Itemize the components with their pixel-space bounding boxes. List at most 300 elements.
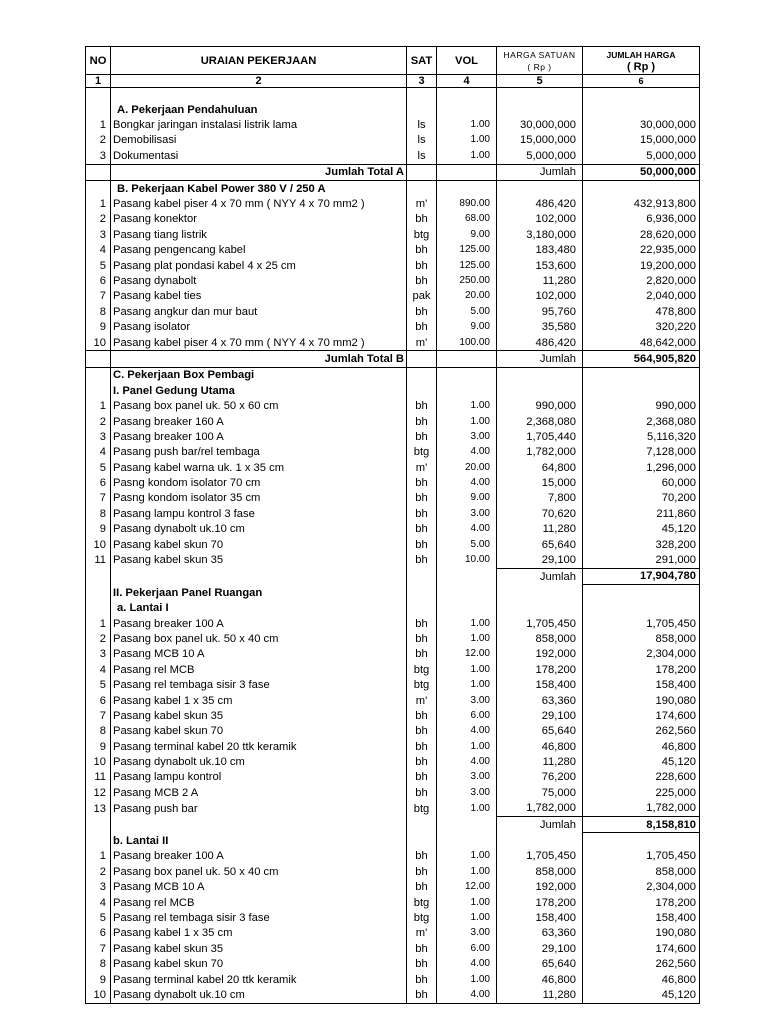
- row-unit-price: 990,000: [497, 398, 583, 413]
- row-number: 7: [86, 941, 111, 956]
- row-unit: bh: [407, 708, 437, 723]
- row-unit: bh: [407, 616, 437, 631]
- row-amount: 858,000: [583, 631, 700, 646]
- row-unit: bh: [407, 754, 437, 769]
- row-description: Pasang dynabolt uk.10 cm: [111, 987, 407, 1003]
- row-volume: 1.00: [437, 662, 497, 677]
- row-unit: bh: [407, 537, 437, 552]
- row-number: 4: [86, 662, 111, 677]
- row-unit-price: 11,280: [497, 754, 583, 769]
- row-number: 6: [86, 273, 111, 288]
- row-amount: 320,220: [583, 319, 700, 334]
- row-number: 13: [86, 801, 111, 817]
- row-description: Pasang rel tembaga sisir 3 fase: [111, 910, 407, 925]
- row-unit: bh: [407, 956, 437, 971]
- row-volume: 4.00: [437, 956, 497, 971]
- row-unit: bh: [407, 506, 437, 521]
- row-unit-price: 95,760: [497, 304, 583, 319]
- empty-cell: [407, 102, 437, 117]
- row-amount: 1,705,450: [583, 849, 700, 864]
- row-unit-price: 63,360: [497, 693, 583, 708]
- empty-cell: [437, 102, 497, 117]
- row-description: Pasang tiang listrik: [111, 227, 407, 242]
- row-amount: 158,400: [583, 677, 700, 692]
- row-unit-price: 178,200: [497, 895, 583, 910]
- row-number: 8: [86, 724, 111, 739]
- empty-cell: [407, 88, 437, 103]
- row-number: 5: [86, 258, 111, 273]
- spacer-row: [86, 88, 700, 103]
- empty-cell: [86, 88, 111, 103]
- row-amount: 2,040,000: [583, 289, 700, 304]
- row-amount: 19,200,000: [583, 258, 700, 273]
- table-row: [86, 662, 700, 677]
- row-unit: bh: [407, 849, 437, 864]
- row-number: 2: [86, 212, 111, 227]
- row-unit-price: 65,640: [497, 724, 583, 739]
- row-number: 3: [86, 880, 111, 895]
- table-row: [86, 770, 700, 785]
- row-unit-price: 15,000,000: [497, 133, 583, 148]
- row-number: 1: [86, 398, 111, 413]
- row-unit: bh: [407, 414, 437, 429]
- row-volume: 125.00: [437, 258, 497, 273]
- row-description: Pasang kabel ties: [111, 289, 407, 304]
- table-row: [86, 864, 700, 879]
- row-unit: btg: [407, 662, 437, 677]
- empty-cell: [111, 568, 407, 584]
- row-amount: 1,705,450: [583, 616, 700, 631]
- row-unit-price: 158,400: [497, 910, 583, 925]
- table-row: [86, 941, 700, 956]
- row-volume: 4.00: [437, 754, 497, 769]
- empty-cell: [437, 180, 497, 196]
- empty-cell: [437, 833, 497, 849]
- row-unit-price: 11,280: [497, 273, 583, 288]
- row-unit-price: 486,420: [497, 335, 583, 351]
- header-jumlah-harga: [583, 47, 700, 75]
- empty-cell: [407, 367, 437, 383]
- empty-cell: [583, 367, 700, 383]
- empty-cell: [497, 180, 583, 196]
- row-unit-price: 76,200: [497, 770, 583, 785]
- row-number: 8: [86, 956, 111, 971]
- table-row: [86, 647, 700, 662]
- row-volume: 20.00: [437, 460, 497, 475]
- row-number: 2: [86, 864, 111, 879]
- row-number: 3: [86, 429, 111, 444]
- row-unit-price: 153,600: [497, 258, 583, 273]
- row-unit-price: 5,000,000: [497, 148, 583, 164]
- empty-cell: [437, 816, 497, 832]
- header-harga-line1: HARGA SATUAN: [503, 49, 576, 60]
- header-harga-line2: ( Rp ): [527, 61, 552, 72]
- table-row: [86, 335, 700, 351]
- empty-cell: [497, 383, 583, 398]
- column-index: 6: [583, 75, 700, 88]
- total-row: [86, 351, 700, 367]
- row-number: 3: [86, 227, 111, 242]
- table-row: [86, 475, 700, 490]
- row-amount: 432,913,800: [583, 196, 700, 211]
- row-unit: bh: [407, 864, 437, 879]
- row-volume: 10.00: [437, 552, 497, 568]
- row-description: Pasang breaker 100 A: [111, 429, 407, 444]
- row-volume: 100.00: [437, 335, 497, 351]
- row-unit: bh: [407, 739, 437, 754]
- empty-cell: [407, 833, 437, 849]
- row-volume: 1.00: [437, 895, 497, 910]
- row-number: 1: [86, 616, 111, 631]
- row-number: 8: [86, 506, 111, 521]
- row-description: Pasang box panel uk. 50 x 60 cm: [111, 398, 407, 413]
- empty-cell: [437, 351, 497, 367]
- table-row: [86, 227, 700, 242]
- row-description: Pasang breaker 100 A: [111, 849, 407, 864]
- row-unit-price: 1,705,440: [497, 429, 583, 444]
- column-index: 4: [437, 75, 497, 88]
- row-description: Pasang rel MCB: [111, 895, 407, 910]
- empty-cell: [407, 568, 437, 584]
- row-amount: 1,782,000: [583, 801, 700, 817]
- table-row: [86, 212, 700, 227]
- table-row: [86, 926, 700, 941]
- row-amount: 262,560: [583, 724, 700, 739]
- row-unit-price: 29,100: [497, 941, 583, 956]
- row-volume: 12.00: [437, 647, 497, 662]
- row-number: [86, 180, 111, 196]
- row-description: Pasang breaker 160 A: [111, 414, 407, 429]
- row-volume: 20.00: [437, 289, 497, 304]
- row-volume: 1.00: [437, 739, 497, 754]
- row-unit: bh: [407, 398, 437, 413]
- row-amount: 225,000: [583, 785, 700, 800]
- row-unit-price: 2,368,080: [497, 414, 583, 429]
- row-unit-price: 192,000: [497, 880, 583, 895]
- row-amount: 858,000: [583, 864, 700, 879]
- row-description: Pasang lampu kontrol: [111, 770, 407, 785]
- empty-cell: [407, 164, 437, 180]
- row-number: 9: [86, 319, 111, 334]
- row-description: Pasng kondom isolator 70 cm: [111, 475, 407, 490]
- empty-cell: [407, 585, 437, 601]
- empty-cell: [86, 568, 111, 584]
- row-unit-price: 158,400: [497, 677, 583, 692]
- row-unit: bh: [407, 522, 437, 537]
- row-amount: 178,200: [583, 662, 700, 677]
- table-row: [86, 972, 700, 987]
- row-volume: 9.00: [437, 491, 497, 506]
- table-row: [86, 956, 700, 971]
- row-unit: bh: [407, 491, 437, 506]
- row-description: Pasang box panel uk. 50 x 40 cm: [111, 631, 407, 646]
- empty-cell: [583, 833, 700, 849]
- header-sat: SAT: [407, 47, 437, 75]
- row-volume: 12.00: [437, 880, 497, 895]
- row-number: 10: [86, 335, 111, 351]
- row-volume: 9.00: [437, 227, 497, 242]
- row-unit-price: 64,800: [497, 460, 583, 475]
- row-number: 9: [86, 972, 111, 987]
- section-heading-row: [86, 180, 700, 196]
- row-volume: 1.00: [437, 631, 497, 646]
- row-unit: bh: [407, 770, 437, 785]
- row-volume: 4.00: [437, 445, 497, 460]
- table-row: [86, 616, 700, 631]
- row-unit-price: 46,800: [497, 739, 583, 754]
- row-description: Pasng kondom isolator 35 cm: [111, 491, 407, 506]
- row-unit-price: 102,000: [497, 212, 583, 227]
- table-row: [86, 460, 700, 475]
- row-unit-price: 15,000: [497, 475, 583, 490]
- row-unit-price: 1,705,450: [497, 849, 583, 864]
- column-index: 2: [111, 75, 407, 88]
- row-number: [86, 601, 111, 616]
- row-amount: 70,200: [583, 491, 700, 506]
- row-unit-price: 7,800: [497, 491, 583, 506]
- row-amount: 45,120: [583, 754, 700, 769]
- table-row: [86, 196, 700, 211]
- section-title: B. Pekerjaan Kabel Power 380 V / 250 A: [111, 180, 407, 196]
- row-number: 1: [86, 849, 111, 864]
- row-unit: bh: [407, 972, 437, 987]
- table-row: [86, 724, 700, 739]
- row-unit-price: 29,100: [497, 552, 583, 568]
- row-unit-price: 858,000: [497, 864, 583, 879]
- row-amount: 2,820,000: [583, 273, 700, 288]
- row-volume: 1.00: [437, 117, 497, 132]
- row-volume: 3.00: [437, 693, 497, 708]
- row-description: Pasang kabel skun 70: [111, 537, 407, 552]
- row-volume: 1.00: [437, 910, 497, 925]
- empty-cell: [497, 601, 583, 616]
- empty-cell: [437, 164, 497, 180]
- row-number: 7: [86, 491, 111, 506]
- total-value: 564,905,820: [583, 351, 700, 367]
- row-description: Pasang kabel skun 35: [111, 941, 407, 956]
- table-row: [86, 708, 700, 723]
- header-no: NO: [86, 47, 111, 75]
- row-amount: 2,304,000: [583, 880, 700, 895]
- row-description: Pasang kabel warna uk. 1 x 35 cm: [111, 460, 407, 475]
- empty-cell: [437, 568, 497, 584]
- row-amount: 190,080: [583, 926, 700, 941]
- row-unit: bh: [407, 258, 437, 273]
- row-unit: bh: [407, 475, 437, 490]
- row-unit-price: 192,000: [497, 647, 583, 662]
- row-number: 2: [86, 133, 111, 148]
- empty-cell: [583, 180, 700, 196]
- empty-cell: [497, 88, 583, 103]
- jumlah-label: Jumlah: [497, 351, 583, 367]
- row-volume: 250.00: [437, 273, 497, 288]
- row-description: Pasang rel tembaga sisir 3 fase: [111, 677, 407, 692]
- header-uraian: URAIAN PEKERJAAN: [111, 47, 407, 75]
- row-description: Pasang lampu kontrol 3 fase: [111, 506, 407, 521]
- row-volume: 4.00: [437, 724, 497, 739]
- row-number: 12: [86, 785, 111, 800]
- table-row: [86, 552, 700, 568]
- empty-cell: [407, 383, 437, 398]
- row-amount: 228,600: [583, 770, 700, 785]
- table-row: [86, 133, 700, 148]
- row-unit: btg: [407, 227, 437, 242]
- column-index: 3: [407, 75, 437, 88]
- row-number: 6: [86, 926, 111, 941]
- row-volume: 1.00: [437, 677, 497, 692]
- row-number: [86, 585, 111, 601]
- row-description: Pasang kabel piser 4 x 70 mm ( NYY 4 x 70 mm2 ): [111, 335, 407, 351]
- table-row: [86, 506, 700, 521]
- table-row: [86, 785, 700, 800]
- row-number: 5: [86, 910, 111, 925]
- row-unit-price: 102,000: [497, 289, 583, 304]
- total-label: Jumlah Total B: [111, 351, 407, 367]
- row-amount: 2,304,000: [583, 647, 700, 662]
- column-index: 5: [497, 75, 583, 88]
- row-unit-price: 183,480: [497, 243, 583, 258]
- row-description: Pasang konektor: [111, 212, 407, 227]
- row-amount: 291,000: [583, 552, 700, 568]
- row-description: Pasang kabel skun 70: [111, 724, 407, 739]
- row-amount: 46,800: [583, 972, 700, 987]
- row-volume: 4.00: [437, 987, 497, 1003]
- row-unit: m': [407, 460, 437, 475]
- row-description: Pasang dynabolt uk.10 cm: [111, 754, 407, 769]
- table-row: [86, 895, 700, 910]
- section-heading-row: [86, 367, 700, 383]
- empty-cell: [437, 383, 497, 398]
- empty-cell: [583, 102, 700, 117]
- table-row: [86, 398, 700, 413]
- row-volume: 1.00: [437, 148, 497, 164]
- row-unit: bh: [407, 273, 437, 288]
- subtotal-value: 8,158,810: [583, 816, 700, 832]
- empty-cell: [583, 601, 700, 616]
- row-amount: 22,935,000: [583, 243, 700, 258]
- row-number: 10: [86, 754, 111, 769]
- table-row: [86, 801, 700, 817]
- row-unit: ls: [407, 117, 437, 132]
- section-heading-row: [86, 383, 700, 398]
- row-amount: 28,620,000: [583, 227, 700, 242]
- row-amount: 158,400: [583, 910, 700, 925]
- cost-estimate-table: [85, 46, 700, 1004]
- empty-cell: [437, 585, 497, 601]
- row-description: Pasang angkur dan mur baut: [111, 304, 407, 319]
- row-unit: bh: [407, 319, 437, 334]
- row-amount: 5,000,000: [583, 148, 700, 164]
- row-description: Pasang terminal kabel 20 ttk keramik: [111, 739, 407, 754]
- row-amount: 990,000: [583, 398, 700, 413]
- row-unit: m': [407, 926, 437, 941]
- jumlah-label: Jumlah: [497, 568, 583, 584]
- row-unit: bh: [407, 785, 437, 800]
- empty-cell: [111, 88, 407, 103]
- empty-cell: [583, 88, 700, 103]
- row-description: Pasang MCB 2 A: [111, 785, 407, 800]
- row-volume: 3.00: [437, 429, 497, 444]
- row-number: 11: [86, 552, 111, 568]
- empty-cell: [407, 816, 437, 832]
- row-unit-price: 486,420: [497, 196, 583, 211]
- subtotal-row: [86, 816, 700, 832]
- row-unit-price: 11,280: [497, 987, 583, 1003]
- row-unit: btg: [407, 677, 437, 692]
- row-number: 4: [86, 895, 111, 910]
- header-jumlah-line2: ( Rp ): [626, 60, 656, 73]
- total-value: 50,000,000: [583, 164, 700, 180]
- row-unit-price: 75,000: [497, 785, 583, 800]
- table-row: [86, 677, 700, 692]
- jumlah-label: Jumlah: [497, 164, 583, 180]
- row-volume: 890.00: [437, 196, 497, 211]
- row-amount: 178,200: [583, 895, 700, 910]
- table-row: [86, 414, 700, 429]
- row-unit: ls: [407, 133, 437, 148]
- row-volume: 1.00: [437, 972, 497, 987]
- jumlah-label: Jumlah: [497, 816, 583, 832]
- row-description: Pasang dynabolt: [111, 273, 407, 288]
- row-unit: btg: [407, 445, 437, 460]
- row-volume: 1.00: [437, 801, 497, 817]
- table-row: [86, 631, 700, 646]
- table-row: [86, 445, 700, 460]
- empty-cell: [437, 88, 497, 103]
- row-unit-price: 70,620: [497, 506, 583, 521]
- row-unit: bh: [407, 552, 437, 568]
- row-unit-price: 1,782,000: [497, 445, 583, 460]
- row-unit-price: 11,280: [497, 522, 583, 537]
- row-amount: 211,860: [583, 506, 700, 521]
- row-number: 4: [86, 445, 111, 460]
- section-title: b. Lantai II: [111, 833, 407, 849]
- table-header-row: [86, 47, 700, 75]
- row-volume: 3.00: [437, 785, 497, 800]
- row-volume: 68.00: [437, 212, 497, 227]
- row-unit: btg: [407, 910, 437, 925]
- empty-cell: [86, 351, 111, 367]
- row-unit: m': [407, 335, 437, 351]
- header-vol: VOL: [437, 47, 497, 75]
- table-row: [86, 148, 700, 164]
- row-amount: 262,560: [583, 956, 700, 971]
- row-number: [86, 383, 111, 398]
- row-description: Pasang kabel 1 x 35 cm: [111, 693, 407, 708]
- row-volume: 1.00: [437, 398, 497, 413]
- row-number: 5: [86, 677, 111, 692]
- row-volume: 1.00: [437, 414, 497, 429]
- table-row: [86, 849, 700, 864]
- empty-cell: [497, 833, 583, 849]
- row-number: 3: [86, 647, 111, 662]
- row-volume: 5.00: [437, 537, 497, 552]
- table-row: [86, 319, 700, 334]
- section-heading-row: [86, 601, 700, 616]
- row-volume: 3.00: [437, 506, 497, 521]
- row-volume: 3.00: [437, 926, 497, 941]
- row-unit: bh: [407, 304, 437, 319]
- row-amount: 1,296,000: [583, 460, 700, 475]
- column-index: 1: [86, 75, 111, 88]
- row-unit: bh: [407, 880, 437, 895]
- section-heading-row: [86, 833, 700, 849]
- row-volume: 6.00: [437, 708, 497, 723]
- section-title: I. Panel Gedung Utama: [111, 383, 407, 398]
- row-unit: bh: [407, 631, 437, 646]
- row-description: Pasang terminal kabel 20 ttk keramik: [111, 972, 407, 987]
- row-amount: 30,000,000: [583, 117, 700, 132]
